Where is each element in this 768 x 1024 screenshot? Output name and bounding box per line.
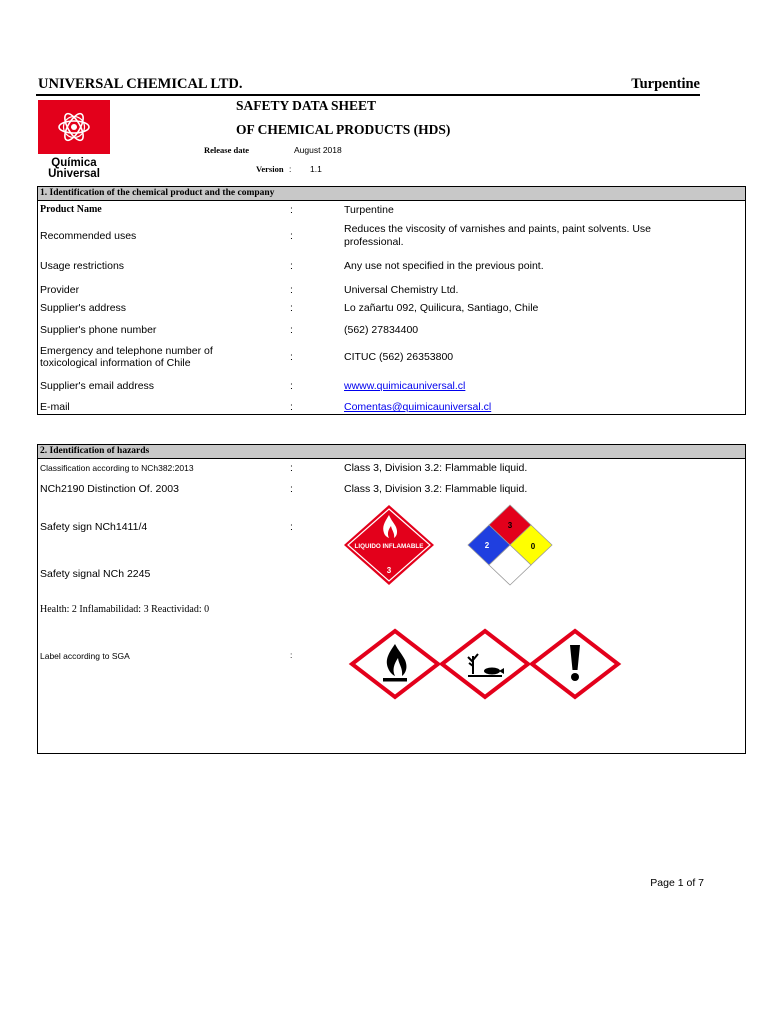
nfpa-reactivity-value: 0 (530, 542, 536, 551)
page-number: Page 1 of 7 (650, 877, 704, 889)
row-colon: : (290, 401, 293, 413)
section-hazard-identification (37, 444, 746, 754)
version-colon: : (289, 164, 292, 174)
row-label: NCh2190 Distinction Of. 2003 (40, 483, 179, 495)
row-label: Supplier's email address (40, 380, 155, 392)
nfpa-health-value: 2 (484, 541, 490, 550)
row-label: Health: 2 Inflamabilidad: 3 Reactividad: 0 (40, 604, 210, 615)
document-title-line2: OF CHEMICAL PRODUCTS (HDS) (236, 122, 451, 137)
row-label: Label according to SGA (40, 651, 130, 661)
row-colon: : (290, 302, 293, 314)
product-title: Turpentine (631, 76, 700, 92)
placard-class-number: 3 (386, 566, 392, 575)
document-title-line1: SAFETY DATA SHEET (236, 98, 377, 113)
company-name: UNIVERSAL CHEMICAL LTD. (38, 76, 243, 92)
row-label: Emergency and telephone number of toxicological information of Chile (40, 345, 213, 369)
logo-text-line1: Química (51, 157, 97, 169)
row-colon: : (290, 380, 293, 392)
nfpa-diamond (458, 503, 562, 589)
row-value: Turpentine (344, 204, 394, 216)
ghs-exclamation-pictogram (528, 628, 622, 700)
section1-heading: 1. Identification of the chemical product and the company (38, 187, 745, 201)
row-label: Product Name (40, 204, 102, 215)
nfpa-flammability-value: 3 (507, 521, 513, 530)
row-label: Provider (40, 284, 80, 296)
row-colon: : (290, 204, 293, 216)
row-label: E-mail (40, 401, 70, 413)
quimica-universal-logo (38, 100, 110, 178)
row-value: CITUC (562) 26353800 (344, 351, 454, 363)
row-label: Recommended uses (40, 230, 137, 242)
website-link[interactable]: wwww.quimicauniversal.cl (344, 380, 466, 392)
row-label: Supplier's phone number (40, 324, 157, 336)
row-colon: : (290, 521, 293, 533)
header-divider (36, 94, 700, 96)
section2-heading: 2. Identification of hazards (38, 445, 745, 459)
row-colon: : (290, 483, 293, 495)
ghs-flame-pictogram (348, 628, 442, 700)
row-colon: : (290, 284, 293, 296)
ghs-environment-pictogram (438, 628, 532, 700)
row-colon: : (290, 324, 293, 336)
row-colon: : (290, 462, 293, 474)
flammable-liquid-placard (342, 503, 436, 587)
version-label: Version (256, 164, 284, 174)
placard-text: LIQUIDO INFLAMABLE (354, 543, 424, 550)
row-value: Class 3, Division 3.2: Flammable liquid. (344, 483, 528, 495)
release-date-value: August 2018 (294, 145, 342, 155)
row-label: Safety signal NCh 2245 (40, 568, 151, 580)
row-colon: : (290, 351, 293, 363)
row-value: Universal Chemistry Ltd. (344, 284, 459, 296)
row-value: (562) 27834400 (344, 324, 419, 336)
row-colon: : (290, 230, 293, 242)
row-label: Usage restrictions (40, 260, 125, 272)
section-product-identification (37, 186, 746, 415)
row-label: Safety sign NCh1411/4 (40, 521, 148, 533)
row-colon: : (290, 650, 293, 660)
row-label: Supplier's address (40, 302, 127, 314)
logo-text-line2: Universal (48, 168, 100, 178)
row-value: Lo zañartu 092, Quilicura, Santiago, Chile (344, 302, 539, 314)
row-value: Reduces the viscosity of varnishes and paints, paint solvents. Use professional. (344, 223, 651, 248)
row-value: Any use not specified in the previous point. (344, 260, 544, 272)
release-date-label: Release date (204, 145, 250, 155)
version-value: 1.1 (310, 164, 322, 174)
email-link[interactable]: Comentas@quimicauniversal.cl (344, 401, 492, 413)
row-colon: : (290, 260, 293, 272)
row-label: Classification according to NCh382:2013 (40, 463, 194, 473)
row-value: Class 3, Division 3.2: Flammable liquid. (344, 462, 528, 474)
